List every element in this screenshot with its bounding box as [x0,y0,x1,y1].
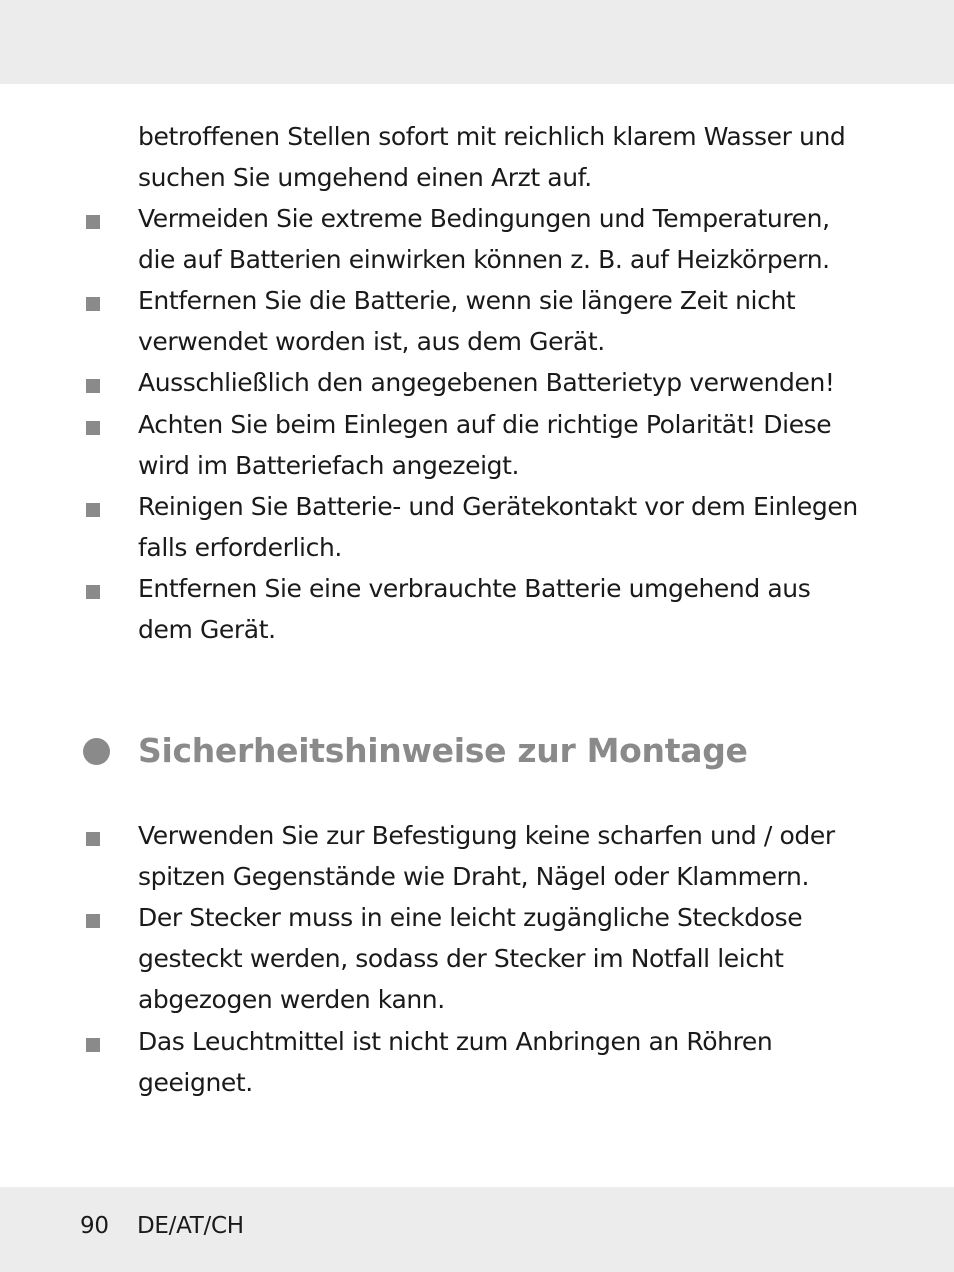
text-line: betroffenen Stellen sofort mit reichlich klarem Wasser und [138,122,846,151]
page-number: 90 [80,1213,109,1239]
bullet-marker-icon [86,914,100,928]
text-line: Ausschließlich den angegebenen Batterietyp verwenden! [138,368,835,397]
list-item [138,486,878,568]
bullet-marker-icon [86,585,100,599]
text-line: die auf Batterien einwirken können z. B. auf Heizkörpern. [138,245,830,274]
text-line: Achten Sie beim Einlegen auf die richtige Polarität! Diese [138,410,832,439]
section-dot-icon [83,738,110,765]
text-line: Entfernen Sie die Batterie, wenn sie längere Zeit nicht [138,286,796,315]
text-line: Vermeiden Sie extreme Bedingungen und Temperaturen, [138,204,830,233]
text-line: falls erforderlich. [138,533,342,562]
bullet-marker-icon [86,421,100,435]
text-line: Entfernen Sie eine verbrauchte Batterie umgehend aus [138,574,811,603]
list-item [138,404,878,486]
bullet-marker-icon [86,215,100,229]
text-line: abgezogen werden kann. [138,985,445,1014]
text-line: Reinigen Sie Batterie- und Gerätekontakt vor dem Einlegen [138,492,858,521]
text-line: Der Stecker muss in eine leicht zugängliche Steckdose [138,903,803,932]
text-line: Das Leuchtmittel ist nicht zum Anbringen an Röhren [138,1027,773,1056]
text-line: geeignet. [138,1068,253,1097]
text-line: Verwenden Sie zur Befestigung keine scharfen und / oder [138,821,835,850]
list-item [138,568,878,650]
list-item [138,815,878,897]
section-heading: Sicherheitshinweise zur Montage [138,731,748,770]
bullet-marker-icon [86,503,100,517]
list-item [138,897,878,1020]
text-line: verwendet worden ist, aus dem Gerät. [138,327,605,356]
text-line: gesteckt werden, sodass der Stecker im Notfall leicht [138,944,784,973]
header-band [0,0,954,84]
bullet-marker-icon [86,297,100,311]
text-line: suchen Sie umgehend einen Arzt auf. [138,163,592,192]
text-line: dem Gerät. [138,615,276,644]
list-item [138,198,878,280]
region-label: DE/AT/CH [137,1213,244,1239]
bullet-marker-icon [86,832,100,846]
bullet-marker-icon [86,1038,100,1052]
list-item [138,280,878,362]
list-item [138,1021,878,1103]
bullet-marker-icon [86,379,100,393]
list-item [138,362,878,403]
text-line: wird im Batteriefach angezeigt. [138,451,520,480]
continuation-paragraph [138,116,878,198]
text-line: spitzen Gegenstände wie Draht, Nägel oder Klammern. [138,862,809,891]
